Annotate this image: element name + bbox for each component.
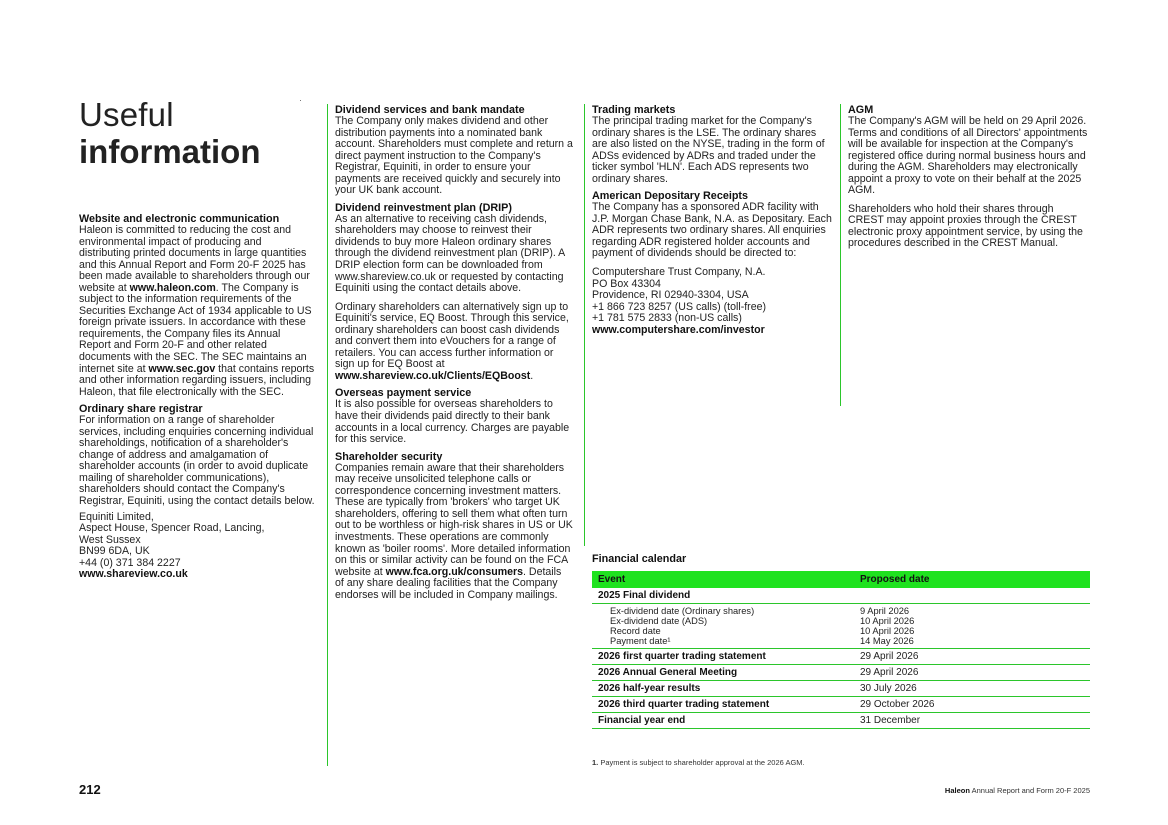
sub-date: 10 April 2026 bbox=[860, 616, 915, 626]
section-heading: Shareholder security bbox=[335, 450, 443, 463]
body-text: Companies remain aware that their shareholders may receive unsolicited telephone calls or correspondence concerning investment matters. These are typically from 'brokers' who target UK shareholders, offering to sell them what often turn out to be worthless or high-risk shares in US or UK investments. These operations are commonly known as 'boiler rooms'. More detailed information on this or similar activity can be found on the FCA website at bbox=[335, 461, 573, 578]
address-line: West Sussex bbox=[79, 533, 141, 546]
section-adr bbox=[592, 190, 834, 336]
address-line: PO Box 43304 bbox=[592, 277, 661, 290]
section-body bbox=[79, 225, 315, 398]
section-overseas bbox=[335, 387, 573, 445]
section-body bbox=[335, 463, 573, 602]
footnote bbox=[592, 758, 805, 767]
column-1 bbox=[79, 213, 315, 586]
adr-address bbox=[592, 267, 834, 336]
footer bbox=[945, 786, 1090, 795]
footnote-number: 1. bbox=[592, 758, 599, 767]
table-row bbox=[592, 697, 1090, 713]
financial-calendar bbox=[592, 553, 1090, 729]
address-line: Aspect House, Spencer Road, Lancing, bbox=[79, 522, 265, 535]
body-text: Haleon is committed to reducing the cost and environmental impact of producing and distributing printed documents in large quantities and this Annual Report and Form 20-F 2025 has been made available to shareholders through our website at bbox=[79, 224, 310, 294]
section-body: The principal trading market for the Company's ordinary shares is the LSE. The ordinary shares are also listed on the NYSE, trading in the form of ADSs evidenced by ADRs and traded under the ticker symbol 'HLN'. Each ADS represents two ordinary shares. bbox=[592, 115, 825, 185]
section-heading: Dividend services and bank mandate bbox=[335, 104, 525, 116]
section-registrar bbox=[79, 403, 315, 581]
header-date: Proposed date bbox=[854, 571, 1090, 588]
column-divider bbox=[327, 104, 328, 766]
haleon-link[interactable]: www.haleon.com bbox=[129, 281, 216, 294]
table-row bbox=[592, 649, 1090, 665]
table-row bbox=[592, 588, 1090, 604]
section-drip bbox=[335, 202, 573, 383]
sec-link[interactable]: www.sec.gov bbox=[148, 362, 216, 375]
section-website bbox=[79, 213, 315, 398]
sub-event: Ex-dividend date (ADS) bbox=[610, 616, 708, 626]
column-4 bbox=[848, 104, 1090, 255]
registrar-address bbox=[79, 512, 315, 581]
page-title bbox=[79, 98, 260, 168]
section-body: The Company only makes dividend and other distribution payments into a nominated bank account. Shareholders must complete and return a direct payment instruction to the Company's Registrar, Equiniti, in order to ensure your payments are received quickly and securely into your UK bank account. bbox=[335, 115, 573, 197]
fca-link[interactable]: www.fca.org.uk/consumers bbox=[385, 565, 524, 578]
section-heading: Trading markets bbox=[592, 104, 676, 116]
section-trading bbox=[592, 104, 834, 185]
sub-event: Payment date¹ bbox=[610, 636, 671, 646]
phone-number: +1 866 723 8257 (US calls) (toll-free) bbox=[592, 300, 767, 313]
row-date: 31 December bbox=[854, 713, 1090, 729]
row-event bbox=[592, 604, 854, 649]
row-event: 2025 Final dividend bbox=[592, 588, 1090, 604]
phone-number: +1 781 575 2833 (non-US calls) bbox=[592, 312, 742, 325]
section-body: The Company has a sponsored ADR facility with J.P. Morgan Chase Bank, N.A. as Depositary. Each ADR represents two ordinary shares. All enquiries regarding ADR registered holder accounts and payment of dividends should be directed to: bbox=[592, 201, 832, 260]
address-line: Computershare Trust Company, N.A. bbox=[592, 266, 766, 279]
body-text: . bbox=[530, 369, 534, 382]
section-dividend-services bbox=[335, 104, 573, 197]
sub-date: 10 April 2026 bbox=[860, 626, 915, 636]
section-body bbox=[335, 302, 573, 383]
table-row bbox=[592, 681, 1090, 697]
row-event: 2026 half-year results bbox=[592, 681, 854, 697]
computershare-link[interactable]: www.computershare.com/investor bbox=[592, 323, 765, 336]
table-header-row bbox=[592, 571, 1090, 588]
footer-brand: Haleon bbox=[944, 786, 970, 795]
table-row-group bbox=[592, 604, 1090, 649]
body-text: . Details of any share dealing facilities that the Company endorses will be included in Company mailings. bbox=[335, 565, 562, 601]
row-date: 30 July 2026 bbox=[854, 681, 1090, 697]
page-number: 212 bbox=[79, 782, 101, 797]
stray-dot bbox=[300, 100, 301, 101]
section-heading: American Depositary Receipts bbox=[592, 190, 749, 203]
column-divider bbox=[840, 104, 841, 406]
body-text: Ordinary shareholders can alternatively sign up to Equiniti's service, EQ Boost. Through this service, ordinary shareholders can boost cash dividends and convert them into eVouchers for a range of retailers. You can access further information or sign up for EQ Boost at bbox=[335, 300, 569, 371]
phone-number: +44 (0) 371 384 2227 bbox=[79, 556, 181, 569]
financial-calendar-heading: Financial calendar bbox=[592, 553, 687, 565]
financial-calendar-table bbox=[592, 571, 1090, 729]
table-row bbox=[592, 665, 1090, 681]
section-body: As an alternative to receiving cash dividends, shareholders may choose to reinvest their dividends to buy more Haleon ordinary shares through the dividend reinvestment plan (DRIP). A DRIP election form can be downloaded from www.shareview.co.uk or requested by contacting Equiniti using the contact details above. bbox=[335, 212, 565, 295]
column-divider bbox=[584, 104, 585, 546]
address-line: BN99 6DA, UK bbox=[79, 545, 150, 558]
column-2 bbox=[335, 104, 573, 606]
row-event: Financial year end bbox=[592, 713, 854, 729]
header-event: Event bbox=[592, 571, 854, 588]
body-text: that contains reports and other information regarding issuers, including Haleon, that file electronically with the SEC. bbox=[79, 362, 315, 398]
footnote-text: Payment is subject to shareholder approval at the 2026 AGM. bbox=[600, 758, 805, 767]
body-text: . The Company is subject to the information requirements of the Securities Exchange Act of 1934 applicable to US foreign private issuers. In accordance with these requirements, the Company files its Annual Report and Form 20-F and other related documents with the SEC. The SEC maintains an internet site at bbox=[79, 281, 312, 375]
section-heading: Website and electronic communication bbox=[79, 213, 280, 225]
section-body: Shareholders who hold their shares through CREST may appoint proxies through the CREST electronic proxy appointment service, by using the procedures described in the CREST Manual. bbox=[848, 202, 1083, 250]
sub-date: 9 April 2026 bbox=[860, 606, 910, 616]
page-title-line2: information bbox=[79, 133, 261, 170]
section-heading: Dividend reinvestment plan (DRIP) bbox=[335, 201, 512, 214]
row-date: 29 October 2026 bbox=[854, 697, 1090, 713]
sub-event: Ex-dividend date (Ordinary shares) bbox=[610, 606, 755, 616]
sub-date: 14 May 2026 bbox=[860, 636, 914, 646]
row-date: 29 April 2026 bbox=[854, 649, 1090, 665]
shareview-link[interactable]: www.shareview.co.uk bbox=[79, 568, 188, 581]
section-heading: Overseas payment service bbox=[335, 387, 472, 400]
address-line: Providence, RI 02940-3304, USA bbox=[592, 289, 749, 302]
row-date bbox=[854, 604, 1090, 649]
section-agm bbox=[848, 104, 1090, 250]
section-security bbox=[335, 451, 573, 602]
column-3 bbox=[592, 104, 834, 341]
page-title-line1: Useful bbox=[79, 96, 174, 133]
row-event: 2026 Annual General Meeting bbox=[592, 665, 854, 681]
eqboost-link[interactable]: www.shareview.co.uk/Clients/EQBoost bbox=[335, 369, 531, 382]
sub-event: Record date bbox=[610, 626, 661, 636]
section-body: For information on a range of shareholder services, including enquiries concerning individual shareholdings, notification of a shareholder's change of address and amalgamation of shareholder accounts (in order to avoid duplicate mailing of shareholder communications), shareholders should contact the Company's Registrar, Equiniti, using the contact details below. bbox=[79, 414, 315, 508]
row-date: 29 April 2026 bbox=[854, 665, 1090, 681]
section-body: The Company's AGM will be held on 29 April 2026. Terms and conditions of all Directors' appointments will be available for inspection at the Company's registered office during normal business hours and during the AGM. Shareholders may electronically appoint a proxy to vote on their behalf at the 2025 AGM. bbox=[848, 115, 1088, 197]
section-body: It is also possible for overseas shareholders to have their dividends paid directly to their bank accounts in a local currency. Charges are payable for this service. bbox=[335, 398, 570, 446]
row-event: 2026 third quarter trading statement bbox=[592, 697, 854, 713]
table-row bbox=[592, 713, 1090, 729]
section-heading: AGM bbox=[848, 104, 874, 116]
row-event: 2026 first quarter trading statement bbox=[592, 649, 854, 665]
footer-doc-title: Annual Report and Form 20-F 2025 bbox=[971, 786, 1090, 795]
address-line: Equiniti Limited, bbox=[79, 510, 154, 523]
section-heading: Ordinary share registrar bbox=[79, 403, 203, 416]
